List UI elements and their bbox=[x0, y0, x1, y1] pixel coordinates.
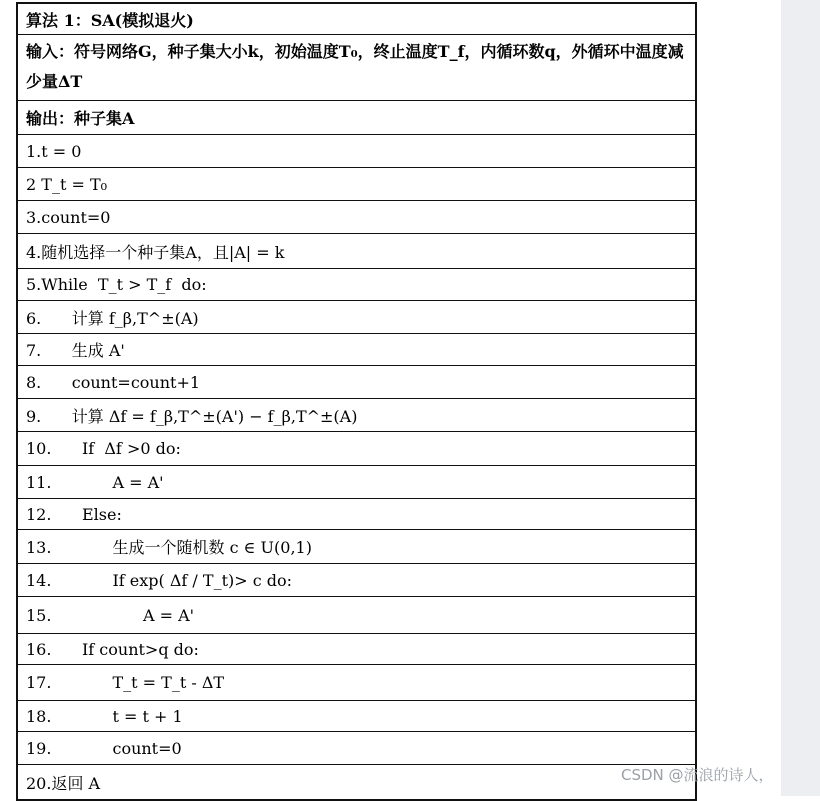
algorithm-line: 20.返回 A bbox=[26, 773, 101, 793]
algorithm-line: 16. If count>q do: bbox=[18, 634, 695, 665]
algorithm-line: 1.t = 0 bbox=[18, 135, 695, 168]
algorithm-line: 11. A = A' bbox=[18, 466, 695, 499]
algorithm-line: 13. 生成一个随机数 c ∈ U(0,1) bbox=[18, 530, 695, 564]
algorithm-input: 输入：符号网络G，种子集大小k，初始温度T₀，终止温度T_f，内循环数q，外循环中温度减少量ΔT bbox=[18, 35, 695, 101]
algorithm-line: 6. 计算 f_β,T^±(A) bbox=[18, 301, 695, 334]
algorithm-line: 4.随机选择一个种子集A，且|A| = k bbox=[18, 234, 695, 269]
algorithm-line: 2 T_t = T₀ bbox=[18, 168, 695, 201]
algorithm-line: 14. If exp( Δf / T_t)> c do: bbox=[18, 564, 695, 597]
watermark: CSDN @流浪的诗人， bbox=[621, 766, 774, 784]
algorithm-line: 19. count=0 bbox=[18, 732, 695, 765]
algorithm-line: 17. T_t = T_t - ΔT bbox=[18, 665, 695, 701]
algorithm-line: 9. 计算 Δf = f_β,T^±(A') − f_β,T^±(A) bbox=[18, 399, 695, 432]
algorithm-output: 输出：种子集A bbox=[18, 101, 695, 135]
algorithm-line: 10. If Δf >0 do: bbox=[18, 432, 695, 466]
algorithm-line: 18. t = t + 1 bbox=[18, 701, 695, 732]
algorithm-line: 3.count=0 bbox=[18, 201, 695, 234]
algorithm-line: 12. Else: bbox=[18, 499, 695, 530]
algorithm-table bbox=[16, 2, 697, 801]
algorithm-line: 15. A = A' bbox=[18, 597, 695, 634]
algorithm-line: 8. count=count+1 bbox=[18, 366, 695, 399]
algorithm-title: 算法 1：SA(模拟退火) bbox=[18, 4, 695, 35]
right-sidebar bbox=[781, 0, 820, 796]
algorithm-line: 7. 生成 A' bbox=[18, 334, 695, 366]
algorithm-line: 5.While T_t > T_f do: bbox=[18, 269, 695, 301]
